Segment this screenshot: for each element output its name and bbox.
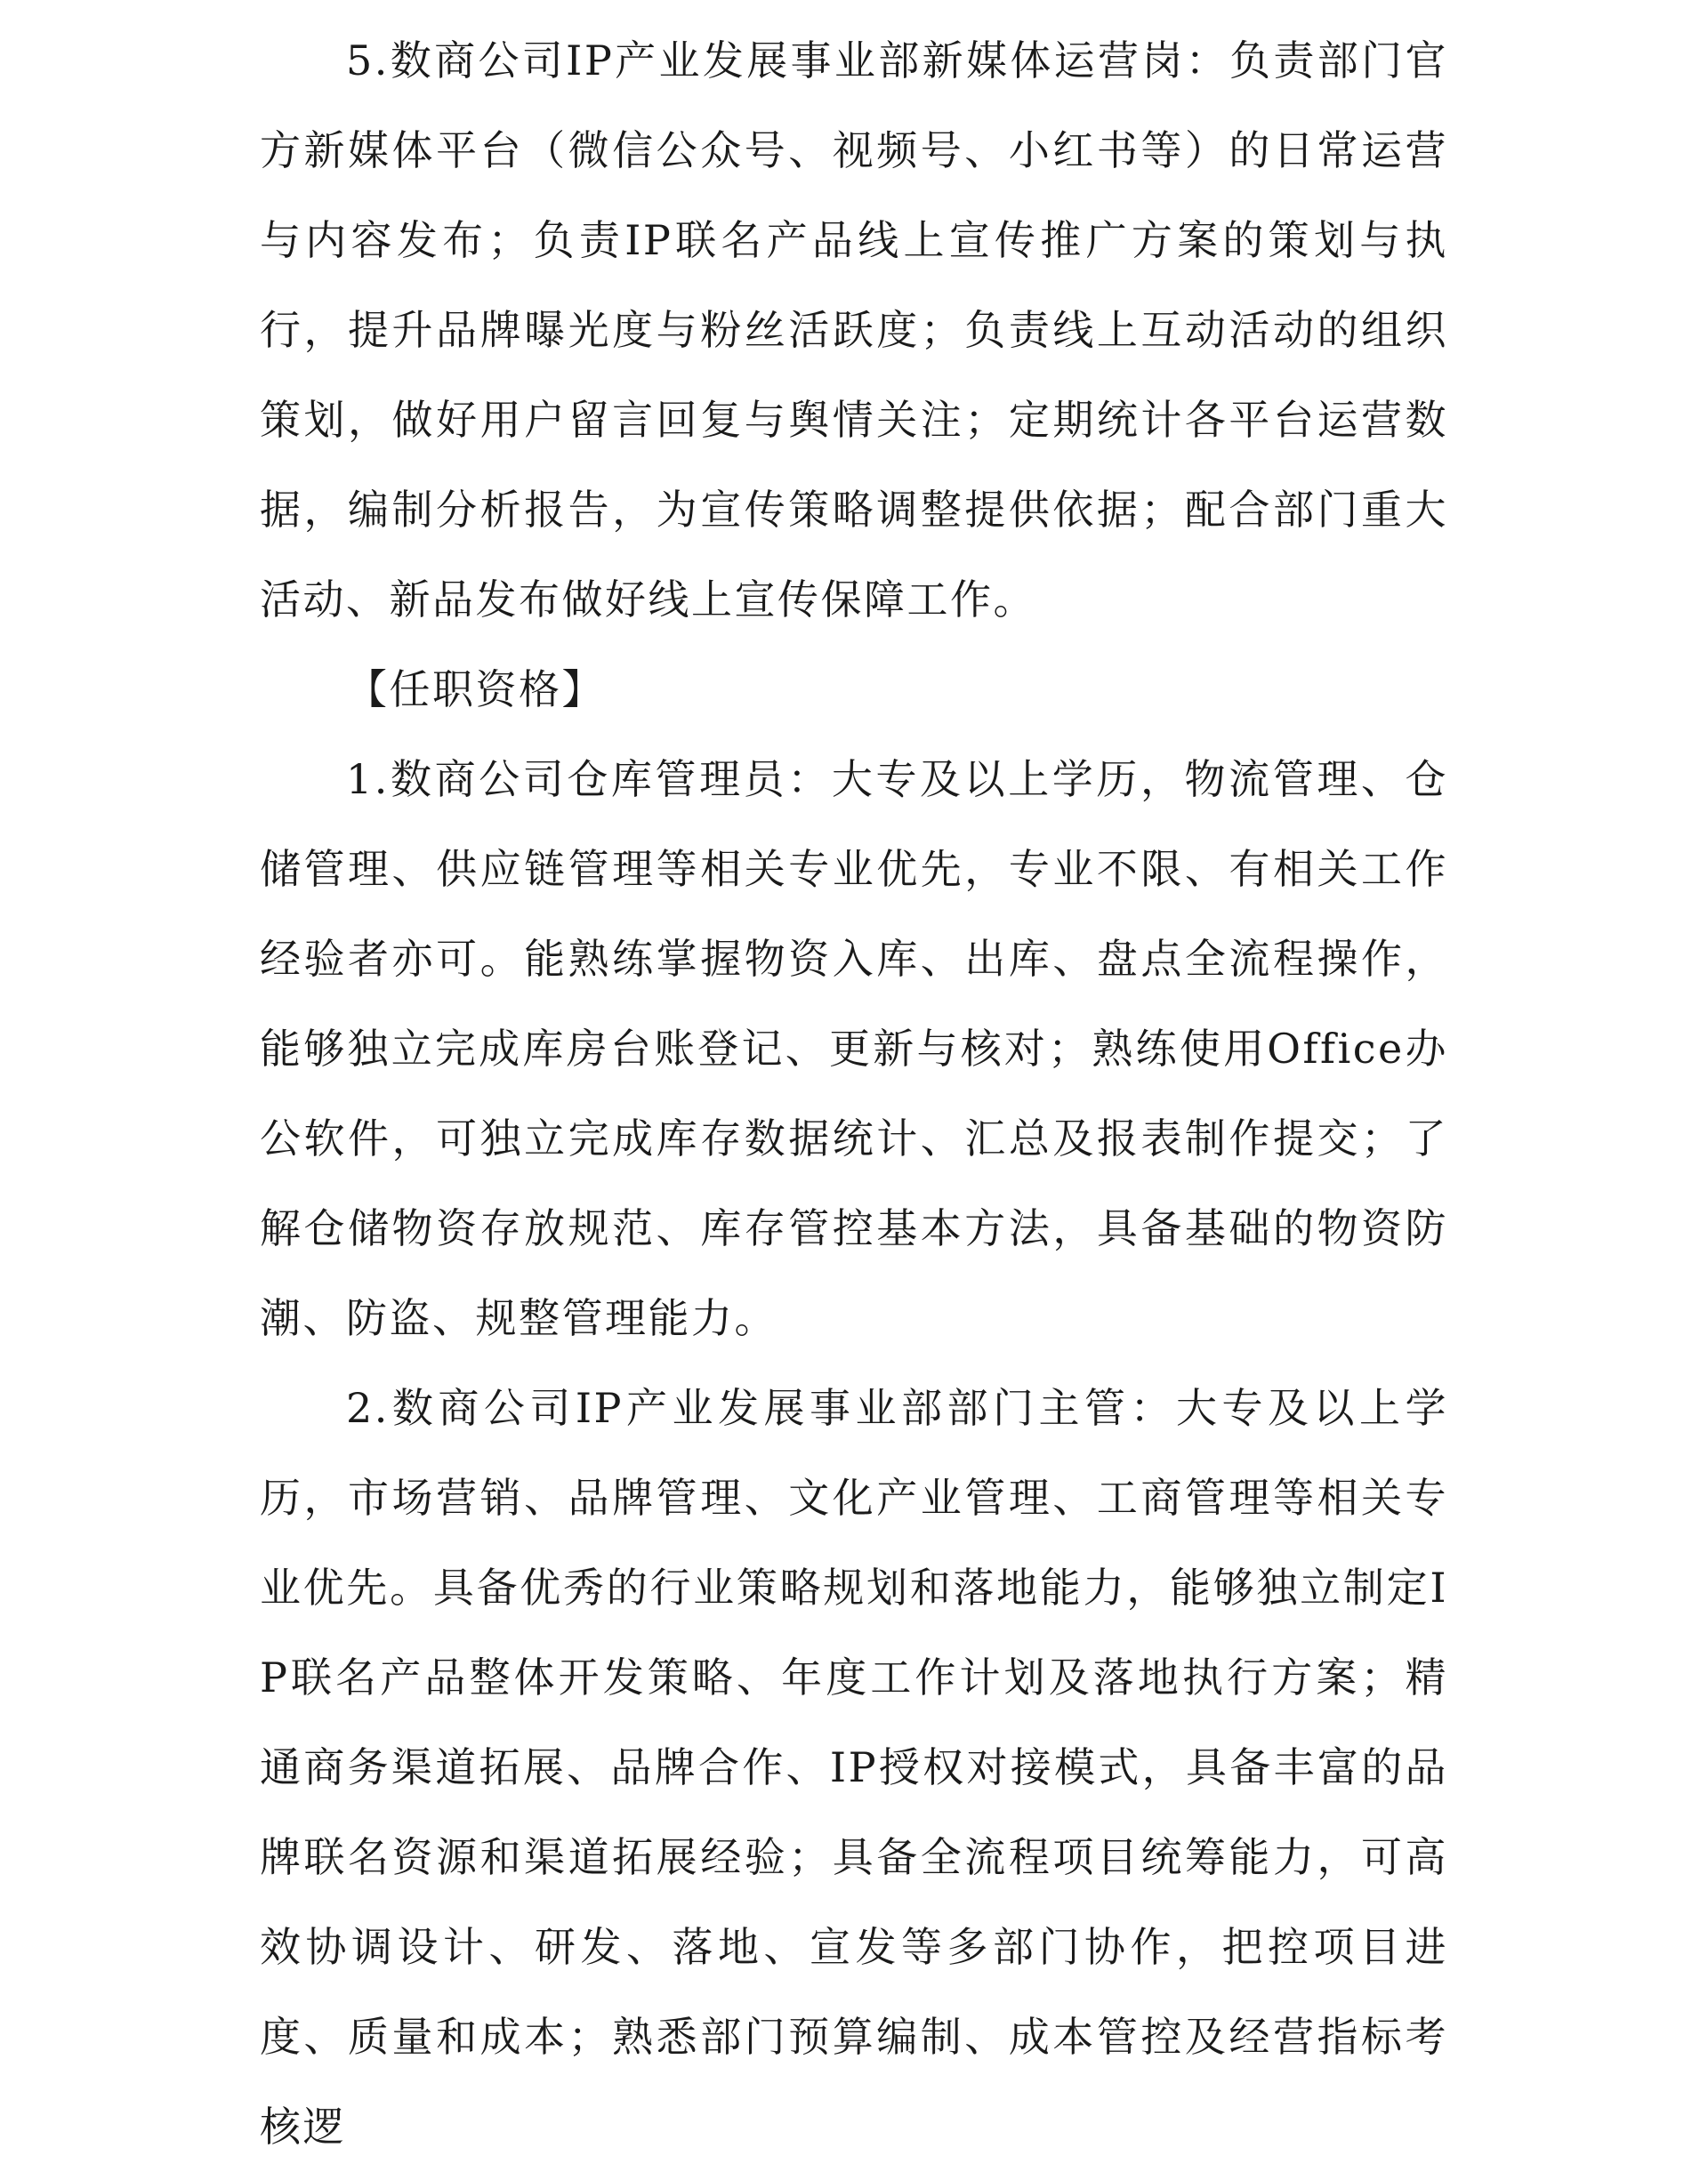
- section-heading-qualifications: 【任职资格】: [346, 665, 605, 713]
- paragraph-department-supervisor: 2.数商公司IP产业发展事业部部门主管：大专及以上学历，市场营销、品牌管理、文化产业管理、工商管理等相关专业优先。具备优秀的行业策略规划和落地能力，能够独立制定IP联名产品整体开发策略、年度工作计划及落地执行方案；精通商务渠道拓展、品牌合作、IP授权对接模式，具备丰富的品牌联名资源和渠道拓展经验；具备全流程项目统筹能力，可高效协调设计、研发、落地、宣发等多部门协作，把控项目进度、质量和成本；熟悉部门预算编制、成本管控及经营指标考核逻: [260, 1384, 1448, 2151]
- document-page: [260, 0, 1448, 2172]
- paragraph-new-media-operations: 5.数商公司IP产业发展事业部新媒体运营岗：负责部门官方新媒体平台（微信公众号、视频号、小红书等）的日常运营与内容发布；负责IP联名产品线上宣传推广方案的策划与执行，提升品牌曝光度与粉丝活跃度；负责线上互动活动的组织策划，做好用户留言回复与舆情关注；定期统计各平台运营数据，编制分析报告，为宣传策略调整提供依据；配合部门重大活动、新品发布做好线上宣传保障工作。: [260, 36, 1448, 623]
- paragraph-warehouse-manager: 1.数商公司仓库管理员：大专及以上学历，物流管理、仓储管理、供应链管理等相关专业优先，专业不限、有相关工作经验者亦可。能熟练掌握物资入库、出库、盘点全流程操作，能够独立完成库房台账登记、更新与核对；熟练使用Office办公软件，可独立完成库存数据统计、汇总及报表制作提交；了解仓储物资存放规范、库存管控基本方法，具备基础的物资防潮、防盗、规整管理能力。: [260, 755, 1448, 1342]
